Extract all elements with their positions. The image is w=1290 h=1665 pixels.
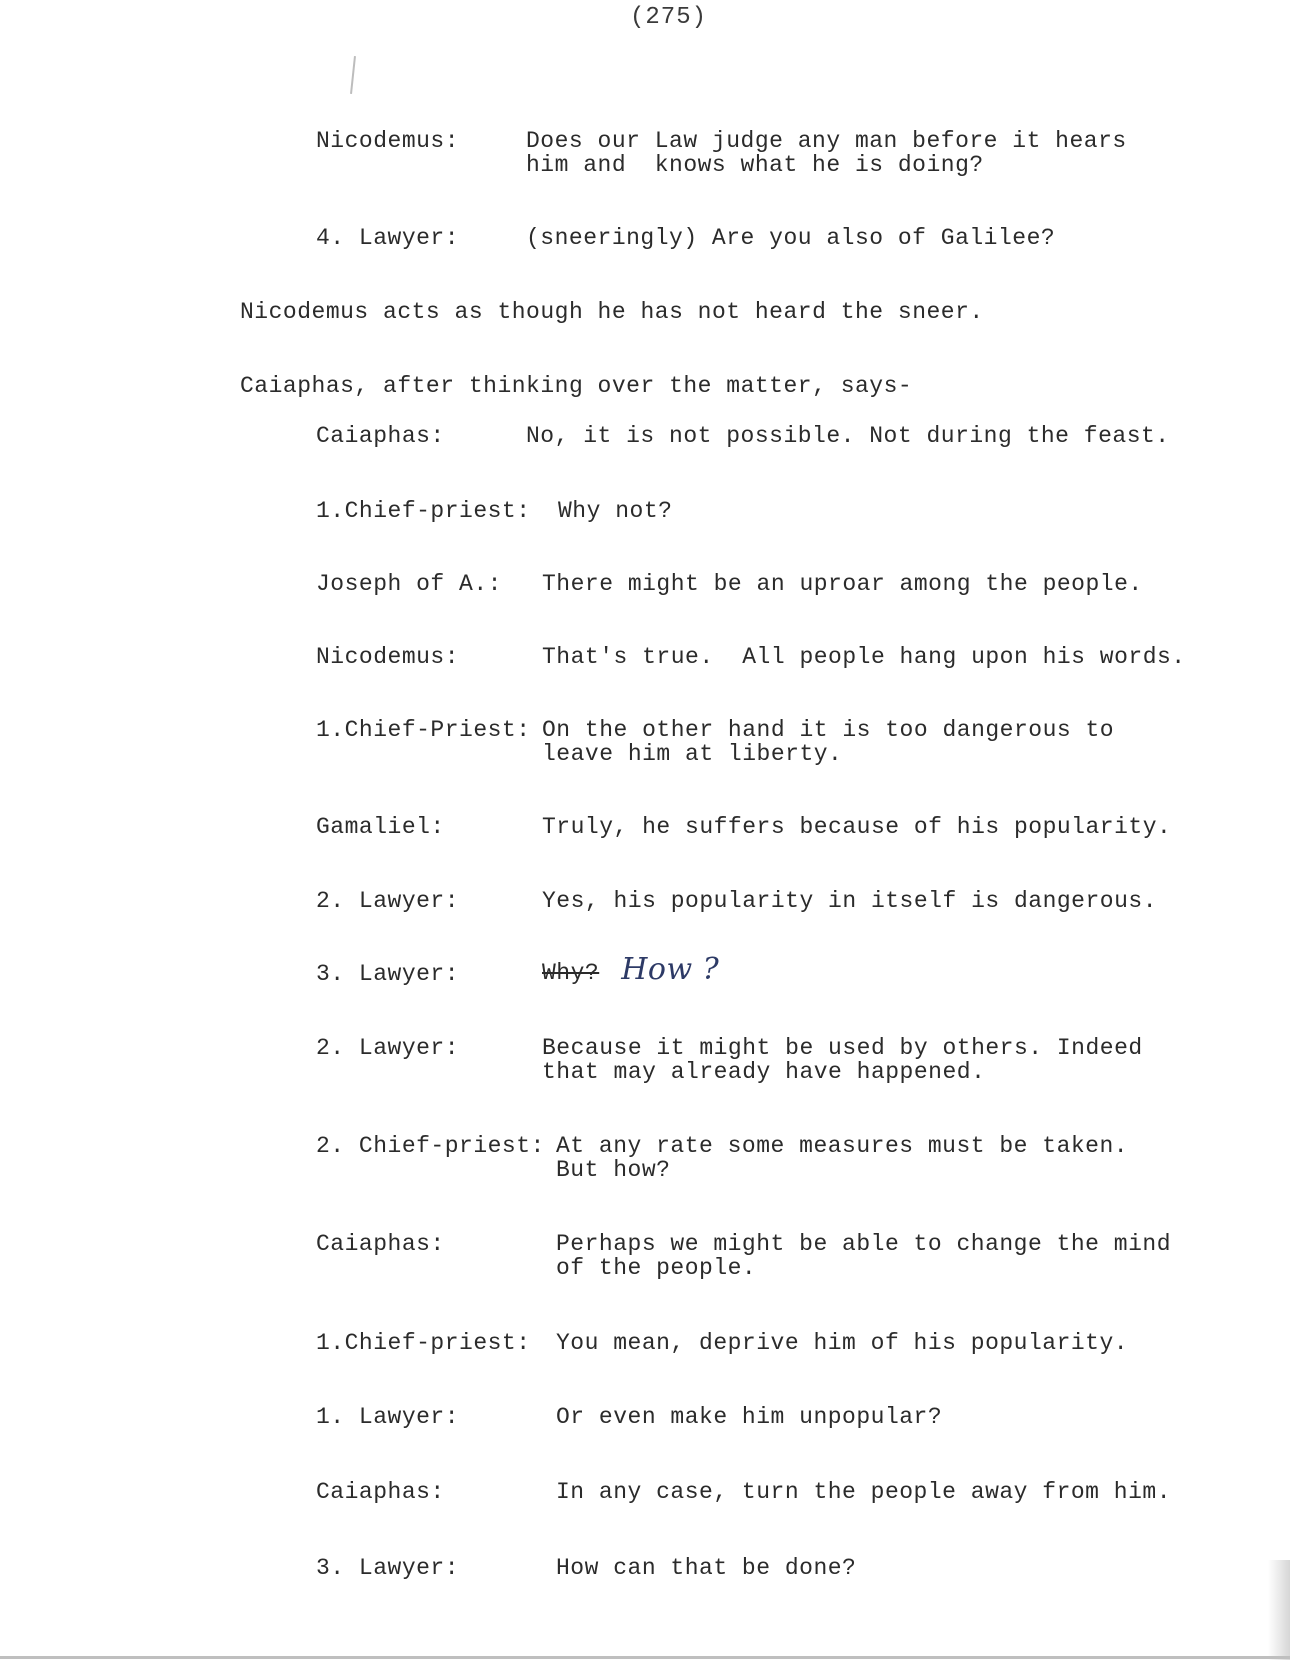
speech-text: (sneeringly) Are you also of Galilee? (526, 225, 1056, 251)
speaker-name: 2. Lawyer: (316, 888, 460, 914)
speech-text: How can that be done? (556, 1555, 857, 1581)
speaker-name: Caiaphas: (316, 423, 445, 449)
struck-word: Why? (542, 960, 600, 986)
speaker-name: 3. Lawyer: (316, 1555, 460, 1581)
speaker-name: 2. Chief-priest: (316, 1133, 545, 1159)
stray-pencil-mark (350, 56, 356, 94)
handwritten-correction: How ? (621, 952, 720, 987)
speech-text: Because it might be used by others. Indeed that may already have happened. (542, 1035, 1143, 1085)
speaker-name: 1.Chief-priest: (316, 1330, 531, 1356)
speaker-name: 1.Chief-priest: (316, 498, 531, 524)
speaker-name: Nicodemus: (316, 644, 460, 670)
speaker-name: Joseph of A.: (316, 571, 502, 597)
speech-text: Perhaps we might be able to change the mind of the people. (556, 1231, 1171, 1281)
page-bottom-edge (0, 1656, 1290, 1659)
speaker-name: 1.Chief-Priest: (316, 717, 531, 743)
speech-text: Does our Law judge any man before it hears him and knows what he is doing? (526, 128, 1127, 178)
speech-text: Yes, his popularity in itself is dangerous. (542, 888, 1157, 914)
speaker-name: 1. Lawyer: (316, 1404, 460, 1430)
speech-text: At any rate some measures must be taken. But how? (556, 1133, 1129, 1183)
speech-text: You mean, deprive him of his popularity. (556, 1330, 1129, 1356)
page-edge-shadow (1268, 1560, 1290, 1660)
speech-text: Why not? (558, 498, 673, 524)
speech-text: There might be an uproar among the people. (542, 571, 1143, 597)
speech-text: Or even make him unpopular? (556, 1404, 943, 1430)
speaker-name: 2. Lawyer: (316, 1035, 460, 1061)
speaker-name: Caiaphas: (316, 1231, 445, 1257)
speaker-name: Caiaphas: (316, 1479, 445, 1505)
speaker-name: 4. Lawyer: (316, 225, 460, 251)
speaker-name: Gamaliel: (316, 814, 445, 840)
speaker-name: Nicodemus: (316, 128, 460, 154)
speech-text: That's true. All people hang upon his words. (542, 644, 1186, 670)
speech-text: In any case, turn the people away from him. (556, 1479, 1171, 1505)
stage-direction: Nicodemus acts as though he has not heard the sneer. (240, 299, 984, 325)
speech-text: No, it is not possible. Not during the feast. (526, 423, 1170, 449)
speech-text: On the other hand it is too dangerous to leave him at liberty. (542, 717, 1115, 767)
speech-text: Truly, he suffers because of his popularity. (542, 814, 1172, 840)
speech-text-corrected (542, 952, 720, 987)
stage-direction: Caiaphas, after thinking over the matter, says- (240, 373, 913, 399)
page-number: (275) (630, 4, 708, 31)
speaker-name: 3. Lawyer: (316, 961, 460, 987)
